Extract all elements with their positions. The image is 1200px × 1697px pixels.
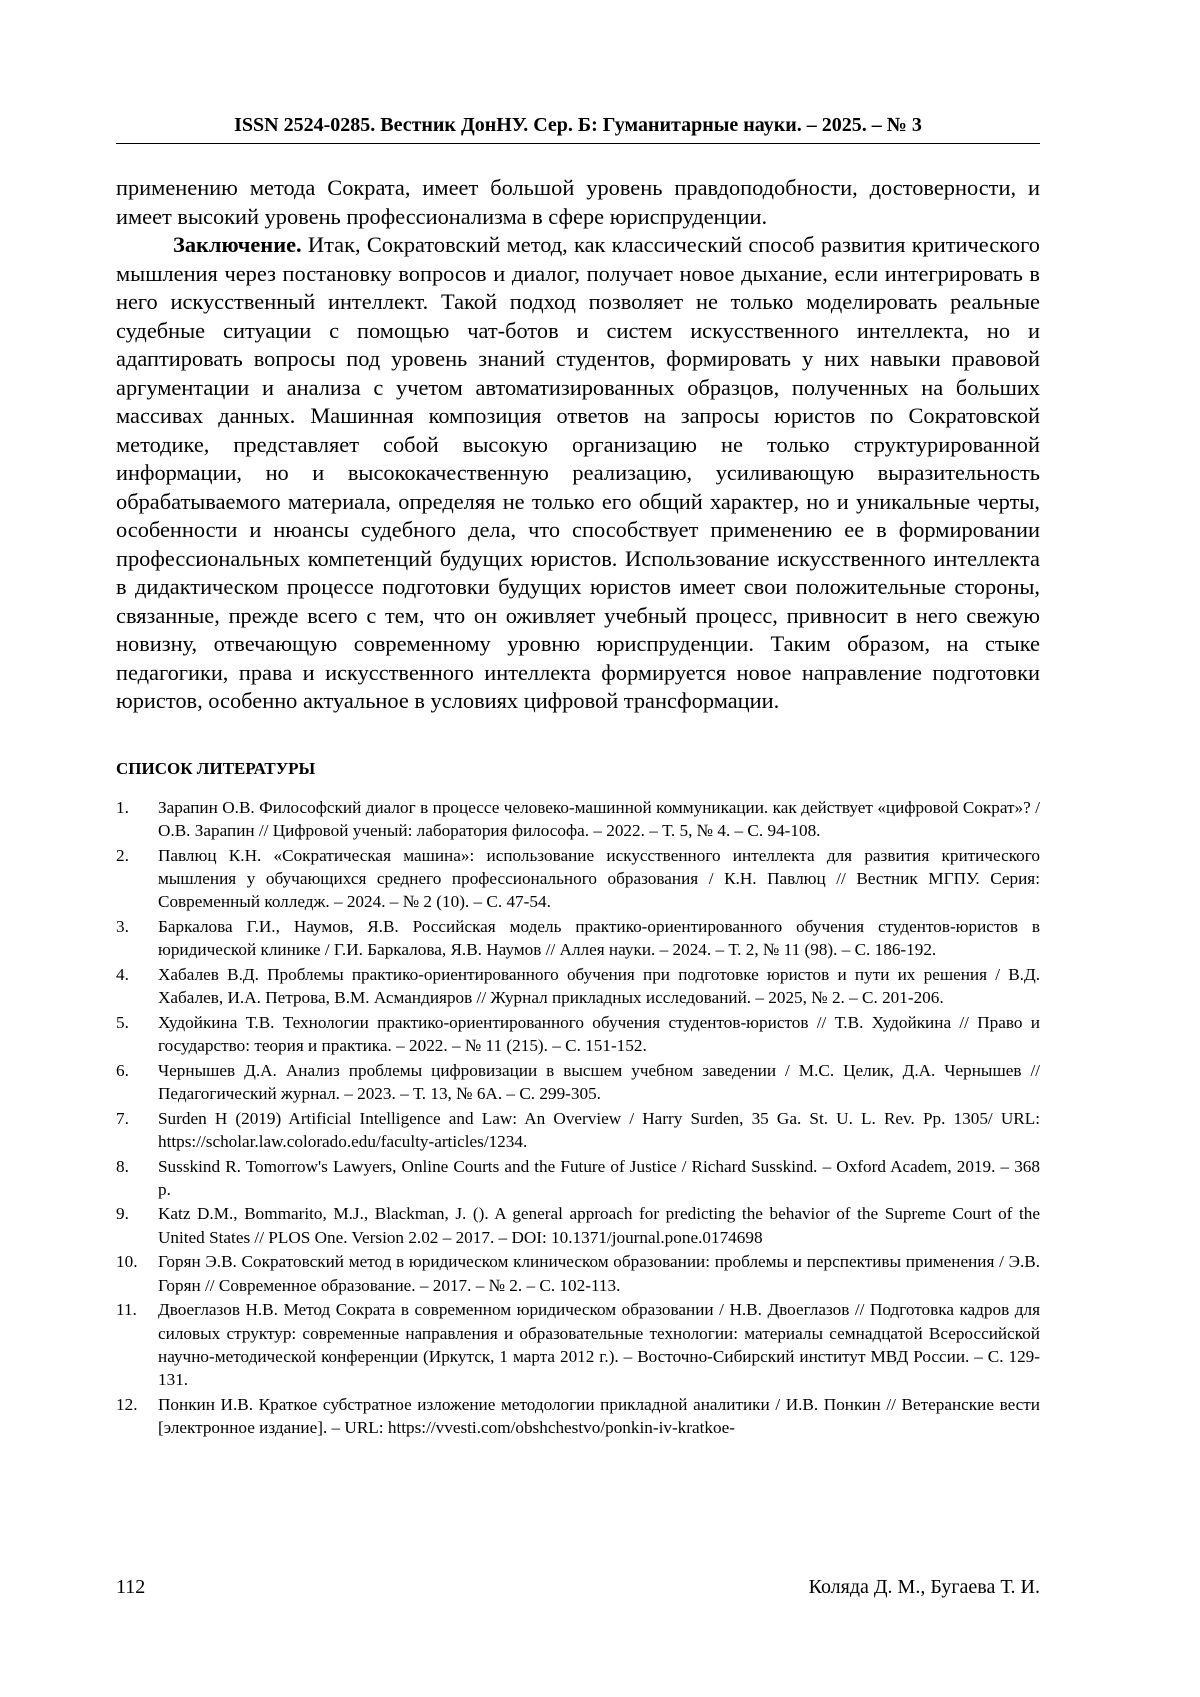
reference-number: 12. <box>116 1394 138 1414</box>
conclusion-label: Заключение. <box>173 232 302 257</box>
reference-number: 10. <box>116 1252 138 1272</box>
reference-item <box>116 1155 1040 1202</box>
reference-number: 3. <box>116 917 129 937</box>
reference-text: Чернышев Д.А. Анализ проблемы цифровизации в высшем учебном заведении / М.С. Целик, Д.А. Чернышев // Педагогический журнал. – 2023. – Т. 13, № 6А. – С. 299-305. <box>158 1060 1040 1104</box>
reference-text: Katz D.M., Bommarito, M.J., Blackman, J. (). A general approach for predicting the behavior of the Supreme Court of the United States // PLOS One. Version 2.02 – 2017. – DOI: 10.1371/journal.pone.0174698 <box>158 1204 1040 1247</box>
reference-item <box>116 1250 1040 1297</box>
reference-number: 8. <box>116 1156 129 1176</box>
reference-item <box>116 1011 1040 1058</box>
reference-number: 11. <box>116 1300 137 1320</box>
reference-text: Зарапин О.В. Философский диалог в процессе человеко-машинной коммуникации. как действует «цифровой Сократ»? / О.В. Зарапин // Цифровой ученый: лаборатория философа. – 2022. – Т. 5, № 4. – С. 94-108. <box>158 798 1040 841</box>
reference-item <box>116 1059 1040 1106</box>
reference-item <box>116 1202 1040 1249</box>
reference-text: Хабалев В.Д. Проблемы практико-ориентированного обучения при подготовке юристов и пути их решения / В.Д. Хабалев, И.А. Петрова, В.М. Асмандияров // Журнал прикладных исследований. – 2025, № 2. – С. 201-206. <box>158 964 1040 1008</box>
reference-item <box>116 1393 1040 1440</box>
reference-text: Павлюц К.Н. «Сократическая машина»: использование искусственного интеллекта для развития критического мышления у обучающихся среднего профессионального образования / К.Н. Павлюц // Вестник МГПУ. Серия: Современный колледж. – 2024. – № 2 (10). – С. 47-54. <box>158 845 1040 912</box>
reference-item <box>116 963 1040 1010</box>
reference-item <box>116 1107 1040 1154</box>
body-paragraph: применению метода Сократа, имеет большой уровень правдоподобности, достоверности, и имеет высокий уровень профессионализма в сфере юриспруденции. <box>116 175 1040 229</box>
reference-text: Понкин И.В. Краткое субстратное изложение методологии прикладной аналитики / И.В. Понкин // Ветеранские вести [электронное издание]. – URL: https://vvesti.com/obshchestvo/ponkin-iv-kratkoe- <box>158 1394 1040 1437</box>
references-list <box>116 796 1040 1441</box>
page-number: 112 <box>116 1576 146 1598</box>
conclusion-text: Итак, Сократовский метод, как классический способ развития критического мышления через постановку вопросов и диалог, получает новое дыхание, если интегрировать в него искусственный интеллект. Такой подход позволяет не только моделировать реальные судебные ситуации с помощью чат-ботов и систем искусственного интеллекта, но и адаптировать вопросы под уровень знаний студентов, формировать у них навыки правовой аргументации и анализа с учетом автоматизированных образцов, полученных на больших массивах данных. Машинная композиция ответов на запросы юристов по Сократовской методике, представляет собой высокую организацию не только структурированной информации, но и высококачественную реализацию, усиливающую выразительность обрабатываемого материала, определяя не только его общий характер, но и уникальные черты, особенности и нюансы судебного дела, что способствует применению ее в формировании профессиональных компетенций будущих юристов. Использование искусственного интеллекта в дидактическом процессе подготовки будущих юристов имеет свои положительные стороны, связанные, прежде всего с тем, что он оживляет учебный процесс, привносит в него свежую новизну, отвечающую современному уровню юриспруденции. Таким образом, на стыке педагогики, права и искусственного интеллекта формируется новое направление подготовки юристов, особенно актуальное в условиях цифровой трансформации. <box>116 232 1040 713</box>
article-body <box>116 174 1040 716</box>
reference-item <box>116 915 1040 962</box>
page-footer <box>116 1574 1040 1600</box>
reference-text: Susskind R. Tomorrow's Lawyers, Online Courts and the Future of Justice / Richard Susskind. – Oxford Academ, 2019. – 368 p. <box>158 1156 1040 1199</box>
reference-number: 9. <box>116 1204 129 1224</box>
reference-number: 6. <box>116 1060 129 1080</box>
conclusion-paragraph <box>116 231 1040 716</box>
reference-text: Баркалова Г.И., Наумов, Я.В. Российская модель практико-ориентированного обучения студентов-юристов в юридической клинике / Г.И. Баркалова, Я.В. Наумов // Аллея науки. – 2024. – Т. 2, № 11 (98). – С. 186-192. <box>158 917 1040 960</box>
reference-number: 5. <box>116 1012 129 1032</box>
reference-number: 4. <box>116 964 129 984</box>
reference-item <box>116 844 1040 914</box>
footer-authors: Коляда Д. М., Бугаева Т. И. <box>808 1576 1040 1598</box>
reference-number: 2. <box>116 845 129 865</box>
reference-number: 7. <box>116 1108 129 1128</box>
reference-text: Surden H (2019) Artificial Intelligence and Law: An Overview / Harry Surden, 35 Ga. St. U. L. Rev. Pp. 1305/ URL: https://scholar.law.colorado.edu/faculty-articles/1234. <box>158 1108 1040 1151</box>
reference-item <box>116 1298 1040 1391</box>
reference-number: 1. <box>116 798 129 817</box>
reference-text: Худойкина Т.В. Технологии практико-ориентированного обучения студентов-юристов // Т.В. Худойкина // Право и государство: теория и практика. – 2022. – № 11 (215). – С. 151-152. <box>158 1012 1040 1056</box>
reference-item <box>116 796 1040 843</box>
reference-text: Горян Э.В. Сократовский метод в юридическом клиническом образовании: проблемы и перспективы применения / Э.В. Горян // Современное образование. – 2017. – № 2. – С. 102-113. <box>158 1252 1040 1295</box>
reference-text: Двоеглазов Н.В. Метод Сократа в современном юридическом образовании / Н.В. Двоеглазов // Подготовка кадров для силовых структур: современные направления и образовательные технологии: материалы семнадцатой Всероссийской научно-методической конференции (Иркутск, 1 марта 2012 г.). – Восточно-Сибирский институт МВД России. – С. 129-131. <box>158 1300 1040 1390</box>
references-title: СПИСОК ЛИТЕРАТУРЫ <box>116 759 316 778</box>
running-header: ISSN 2524-0285. Вестник ДонНУ. Сер. Б: Гуманитарные науки. – 2025. – № 3 <box>116 112 1040 144</box>
